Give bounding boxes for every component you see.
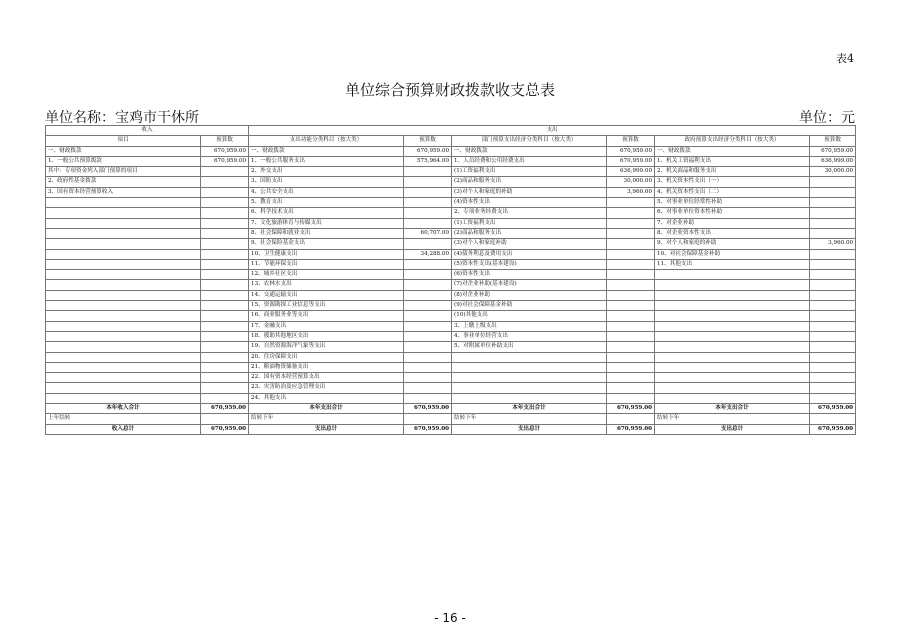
budget-cell	[810, 218, 856, 228]
item-cell	[46, 259, 201, 269]
budget-cell	[201, 280, 249, 290]
budget-cell: 30,000.00	[810, 167, 856, 177]
budget-cell	[810, 249, 856, 259]
item-cell	[655, 362, 810, 372]
budget-cell	[201, 167, 249, 177]
item-cell: 2、外交支出	[249, 167, 404, 177]
item-cell	[46, 198, 201, 208]
item-cell: 1、一般公共预算拨款	[46, 156, 201, 166]
budget-cell	[404, 393, 452, 403]
table-row	[46, 228, 856, 238]
income-header: 收入	[46, 126, 249, 136]
item-cell: 3、国防支出	[249, 177, 404, 187]
budget-cell	[201, 198, 249, 208]
table-row	[46, 177, 856, 187]
item-cell: 8、社会保障和就业支出	[249, 228, 404, 238]
table-row	[46, 311, 856, 321]
item-cell: 结转下年	[452, 414, 607, 424]
budget-cell	[404, 259, 452, 269]
budget-cell: 636,999.00	[607, 167, 655, 177]
budget-cell	[607, 331, 655, 341]
item-cell: 20、住房保障支出	[249, 352, 404, 362]
budget-cell: 575,964.00	[404, 156, 452, 166]
table-row	[46, 352, 856, 362]
budget-cell: 670,959.00	[201, 424, 249, 434]
item-cell	[46, 301, 201, 311]
budget-cell	[810, 290, 856, 300]
table-row	[46, 362, 856, 372]
table-row	[46, 383, 856, 393]
table-row	[46, 208, 856, 218]
item-cell	[655, 342, 810, 352]
budget-cell	[201, 362, 249, 372]
table-row	[46, 301, 856, 311]
budget-cell	[404, 352, 452, 362]
budget-cell	[810, 352, 856, 362]
budget-cell	[201, 311, 249, 321]
item-cell	[655, 270, 810, 280]
item-cell	[655, 290, 810, 300]
budget-cell	[404, 414, 452, 424]
budget-cell	[201, 228, 249, 238]
item-cell: (4)资本性支出	[452, 198, 607, 208]
item-cell: 16、商业服务业等支出	[249, 311, 404, 321]
budget-cell	[810, 301, 856, 311]
budget-cell	[201, 249, 249, 259]
budget-cell	[810, 311, 856, 321]
item-cell: 19、自然资源海洋气象等支出	[249, 342, 404, 352]
budget-cell	[201, 259, 249, 269]
budget-cell: 670,959.00	[607, 156, 655, 166]
item-cell: 2、专项业务经费支出	[452, 208, 607, 218]
budget-cell	[810, 198, 856, 208]
table-row	[46, 259, 856, 269]
budget-cell	[810, 259, 856, 269]
item-cell: 23、灾害防治及应急管理支出	[249, 383, 404, 393]
item-cell: 7、文化旅游体育与传媒支出	[249, 218, 404, 228]
budget-cell	[201, 270, 249, 280]
grand-total-row	[46, 424, 856, 434]
budget-cell	[404, 218, 452, 228]
item-cell: 24、其他支出	[249, 393, 404, 403]
table-row	[46, 373, 856, 383]
item-cell	[452, 362, 607, 372]
table-row	[46, 342, 856, 352]
item-cell: 本年支出合计	[249, 404, 404, 414]
item-cell	[46, 280, 201, 290]
budget-cell	[607, 239, 655, 249]
budget-cell	[607, 311, 655, 321]
item-cell: 本年支出合计	[655, 404, 810, 414]
item-cell: (8)对企业补助	[452, 290, 607, 300]
table-row	[46, 280, 856, 290]
currency-unit: 单位：元	[799, 110, 855, 126]
budget-cell	[201, 177, 249, 187]
budget-cell	[201, 383, 249, 393]
item-cell	[46, 383, 201, 393]
budget-cell	[404, 331, 452, 341]
item-cell	[655, 301, 810, 311]
item-cell: 22、国有资本经营预算支出	[249, 373, 404, 383]
page-number: - 16 -	[434, 611, 466, 625]
budget-cell: 670,959.00	[404, 424, 452, 434]
item-cell	[46, 342, 201, 352]
item-cell: 6、科学技术支出	[249, 208, 404, 218]
item-cell: 5、对事业单位经常性补助	[655, 198, 810, 208]
budget-cell	[607, 208, 655, 218]
budget-cell: 670,959.00	[201, 146, 249, 156]
item-cell: 15、资源勘探工业信息等支出	[249, 301, 404, 311]
carry-over-row	[46, 414, 856, 424]
item-cell: 1、一般公共服务支出	[249, 156, 404, 166]
budget-cell	[607, 342, 655, 352]
expense-header: 支出	[249, 126, 856, 136]
item-cell: 一、财政拨款	[452, 146, 607, 156]
item-cell: 其中：专项资金列入部门预算的项目	[46, 167, 201, 177]
item-cell: (3)对个人和家庭补助	[452, 239, 607, 249]
item-cell: (5)资本性支出(基本建设)	[452, 259, 607, 269]
year-total-row	[46, 404, 856, 414]
item-cell: (1)工资福利支出	[452, 167, 607, 177]
budget-cell	[201, 342, 249, 352]
item-cell: 1、机关工资福利支出	[655, 156, 810, 166]
item-cell: 3、机关资本性支出（一）	[655, 177, 810, 187]
budget-cell	[201, 239, 249, 249]
table-row	[46, 249, 856, 259]
item-cell: 14、交通运输支出	[249, 290, 404, 300]
item-cell: 18、援助其他地区支出	[249, 331, 404, 341]
item-cell: 上年结转	[46, 414, 201, 424]
item-cell: 13、农林水支出	[249, 280, 404, 290]
item-cell	[655, 393, 810, 403]
table-row	[46, 331, 856, 341]
budget-cell	[404, 239, 452, 249]
item-cell: 7、对企业补助	[655, 218, 810, 228]
item-cell: 5、教育支出	[249, 198, 404, 208]
item-cell	[46, 218, 201, 228]
table-row	[46, 239, 856, 249]
item-cell: 3、国有资本经营预算收入	[46, 187, 201, 197]
item-cell: (4)债务利息及费用支出	[452, 249, 607, 259]
item-cell	[655, 311, 810, 321]
item-cell: 4、机关资本性支出（二）	[655, 187, 810, 197]
budget-cell	[607, 198, 655, 208]
table-row	[46, 167, 856, 177]
item-cell: 支出总计	[655, 424, 810, 434]
budget-cell	[810, 393, 856, 403]
item-cell: 本年支出合计	[452, 404, 607, 414]
budget-cell	[810, 331, 856, 341]
item-cell: (2)商品和服务支出	[452, 177, 607, 187]
budget-cell	[404, 373, 452, 383]
unit-info-row	[45, 107, 855, 125]
item-cell: 结转下年	[655, 414, 810, 424]
budget-cell: 670,959.00	[607, 404, 655, 414]
unit-name: 单位名称：宝鸡市干休所	[45, 110, 199, 126]
item-cell	[46, 331, 201, 341]
budget-cell	[404, 167, 452, 177]
budget-cell	[201, 301, 249, 311]
item-cell	[46, 393, 201, 403]
table-row	[46, 290, 856, 300]
item-cell	[46, 311, 201, 321]
item-cell: (2)商品和服务支出	[452, 228, 607, 238]
table-row	[46, 198, 856, 208]
budget-cell	[810, 187, 856, 197]
item-cell: (3)对个人和家庭的补助	[452, 187, 607, 197]
budget-cell	[404, 311, 452, 321]
item-cell	[655, 331, 810, 341]
item-cell	[46, 373, 201, 383]
item-cell: 17、金融支出	[249, 321, 404, 331]
budget-cell	[404, 301, 452, 311]
budget-cell	[201, 218, 249, 228]
item-cell: (7)对企业补助(基本建设)	[452, 280, 607, 290]
budget-cell	[404, 187, 452, 197]
item-cell	[452, 373, 607, 383]
item-cell: 支出总计	[249, 424, 404, 434]
budget-cell	[201, 321, 249, 331]
budget-cell	[404, 177, 452, 187]
budget-cell	[404, 321, 452, 331]
item-cell	[46, 290, 201, 300]
budget-cell	[404, 362, 452, 372]
item-cell: 8、对企业资本性支出	[655, 228, 810, 238]
col-gov-econ: 政府预算支出经济分类科目（按大类）	[655, 136, 810, 146]
budget-cell	[607, 373, 655, 383]
budget-cell: 34,288.00	[404, 249, 452, 259]
budget-cell	[607, 393, 655, 403]
budget-cell	[201, 208, 249, 218]
col-budget: 预算数	[607, 136, 655, 146]
item-cell: 2、政府性基金拨款	[46, 177, 201, 187]
item-cell: 4、公共安全支出	[249, 187, 404, 197]
budget-cell	[607, 249, 655, 259]
item-cell	[655, 280, 810, 290]
item-cell: 一、财政拨款	[249, 146, 404, 156]
table-row	[46, 270, 856, 280]
budget-cell	[404, 208, 452, 218]
item-cell	[655, 373, 810, 383]
budget-summary-table	[45, 125, 856, 435]
item-cell: 5、对附属单位补助支出	[452, 342, 607, 352]
budget-cell	[607, 301, 655, 311]
budget-cell	[607, 290, 655, 300]
budget-cell	[201, 187, 249, 197]
item-cell	[46, 270, 201, 280]
item-cell: 收入总计	[46, 424, 201, 434]
item-cell	[46, 208, 201, 218]
item-cell: 支出总计	[452, 424, 607, 434]
col-item: 项目	[46, 136, 201, 146]
item-cell: 10、对社会保障基金补助	[655, 249, 810, 259]
budget-cell	[607, 321, 655, 331]
item-cell: 2、机关商品和服务支出	[655, 167, 810, 177]
budget-cell	[810, 362, 856, 372]
budget-cell: 670,959.00	[607, 424, 655, 434]
budget-cell	[404, 290, 452, 300]
budget-cell	[404, 383, 452, 393]
budget-cell: 60,707.00	[404, 228, 452, 238]
item-cell	[452, 393, 607, 403]
budget-cell: 3,960.00	[810, 239, 856, 249]
item-cell: (6)资本性支出	[452, 270, 607, 280]
section-header-row	[46, 126, 856, 136]
item-cell: (10)其他支出	[452, 311, 607, 321]
table-row	[46, 187, 856, 197]
item-cell: 11、节能环保支出	[249, 259, 404, 269]
col-budget: 预算数	[404, 136, 452, 146]
item-cell	[46, 228, 201, 238]
budget-cell	[607, 383, 655, 393]
table-row	[46, 146, 856, 156]
item-cell: (1)工资福利支出	[452, 218, 607, 228]
budget-cell	[810, 177, 856, 187]
budget-cell	[201, 393, 249, 403]
budget-cell	[201, 290, 249, 300]
item-cell: 3、上缴上级支出	[452, 321, 607, 331]
item-cell: 1、人员经费和公用经费支出	[452, 156, 607, 166]
budget-cell	[810, 228, 856, 238]
item-cell	[655, 321, 810, 331]
budget-cell	[810, 414, 856, 424]
budget-cell	[404, 270, 452, 280]
table-row	[46, 393, 856, 403]
col-func: 支出功能分类科目（按大类）	[249, 136, 404, 146]
item-cell: 9、社会保险基金支出	[249, 239, 404, 249]
item-cell: 4、事业单位经营支出	[452, 331, 607, 341]
budget-cell	[404, 280, 452, 290]
budget-cell: 670,959.00	[201, 156, 249, 166]
budget-cell	[607, 228, 655, 238]
document-title: 单位综合预算财政拨款收支总表	[344, 81, 555, 99]
item-cell	[655, 383, 810, 393]
budget-cell	[810, 321, 856, 331]
budget-cell	[201, 373, 249, 383]
budget-cell	[607, 270, 655, 280]
budget-cell	[607, 259, 655, 269]
budget-cell: 670,959.00	[810, 424, 856, 434]
budget-cell	[201, 331, 249, 341]
budget-cell	[810, 280, 856, 290]
item-cell: 9、对个人和家庭的补助	[655, 239, 810, 249]
col-budget: 预算数	[810, 136, 856, 146]
budget-cell	[607, 280, 655, 290]
item-cell	[46, 249, 201, 259]
table-number: 表4	[836, 52, 854, 65]
budget-cell	[810, 270, 856, 280]
item-cell: 11、其他支出	[655, 259, 810, 269]
budget-cell: 670,959.00	[810, 146, 856, 156]
budget-cell: 670,959.00	[404, 146, 452, 156]
budget-cell	[607, 352, 655, 362]
budget-cell: 670,959.00	[201, 404, 249, 414]
item-cell: 本年收入合计	[46, 404, 201, 414]
item-cell	[46, 239, 201, 249]
item-cell: 一、财政拨款	[46, 146, 201, 156]
item-cell	[46, 352, 201, 362]
budget-cell	[810, 383, 856, 393]
item-cell: 12、城乡社区支出	[249, 270, 404, 280]
item-cell: 6、对事业单位资本性补助	[655, 208, 810, 218]
item-cell	[452, 383, 607, 393]
budget-cell	[201, 352, 249, 362]
budget-cell	[404, 342, 452, 352]
budget-cell	[607, 362, 655, 372]
budget-cell: 30,000.00	[607, 177, 655, 187]
budget-cell	[201, 414, 249, 424]
col-dept-econ: 部门预算支出经济分类科目（按大类）	[452, 136, 607, 146]
item-cell: 结转下年	[249, 414, 404, 424]
column-header-row	[46, 136, 856, 146]
table-row	[46, 218, 856, 228]
budget-cell	[810, 208, 856, 218]
budget-cell: 670,959.00	[607, 146, 655, 156]
item-cell: (9)对社会保障基金补助	[452, 301, 607, 311]
item-cell	[452, 352, 607, 362]
budget-cell	[810, 342, 856, 352]
budget-cell: 636,999.00	[810, 156, 856, 166]
item-cell	[655, 352, 810, 362]
table-row	[46, 321, 856, 331]
budget-cell	[607, 414, 655, 424]
item-cell: 21、粮油物资储备支出	[249, 362, 404, 372]
budget-cell: 670,959.00	[810, 404, 856, 414]
budget-cell	[810, 373, 856, 383]
budget-cell: 3,960.00	[607, 187, 655, 197]
item-cell	[46, 321, 201, 331]
budget-cell	[404, 198, 452, 208]
budget-cell: 670,959.00	[404, 404, 452, 414]
budget-cell	[607, 218, 655, 228]
item-cell: 一、财政拨款	[655, 146, 810, 156]
table-row	[46, 156, 856, 166]
col-budget: 预算数	[201, 136, 249, 146]
item-cell	[46, 362, 201, 372]
item-cell: 10、卫生健康支出	[249, 249, 404, 259]
